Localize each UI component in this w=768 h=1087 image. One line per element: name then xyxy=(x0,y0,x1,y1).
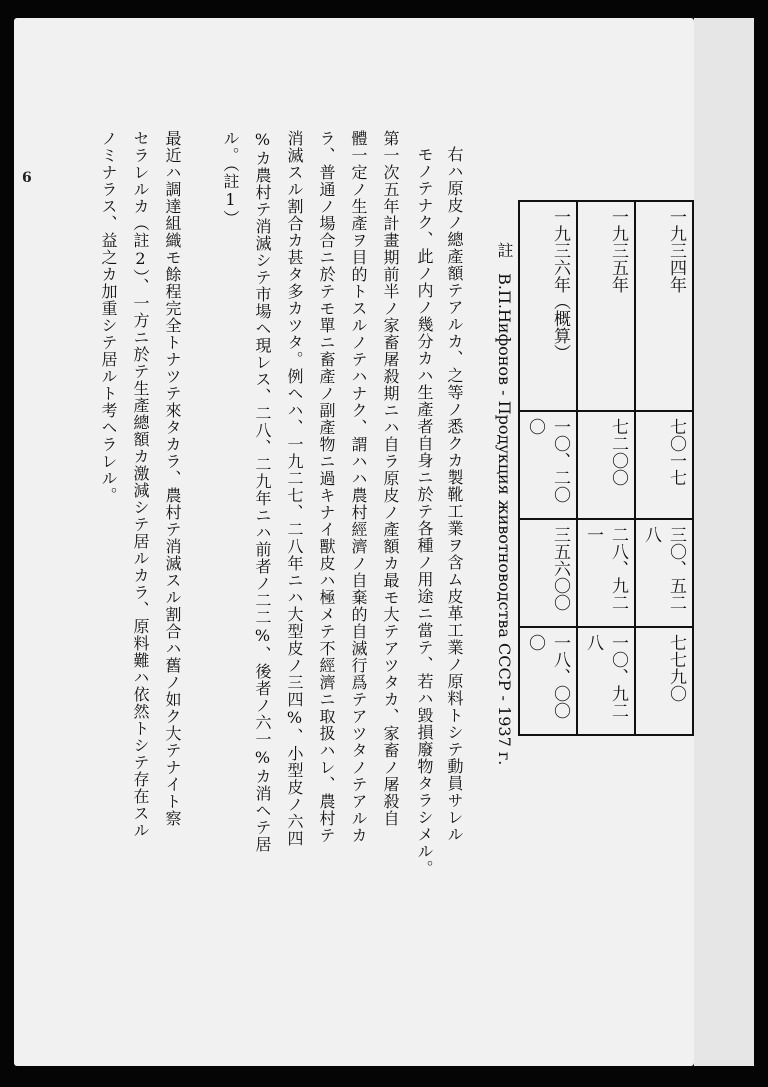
body-line: 體一定ノ生產ヲ目的トスルノテハナク、謂ハハ農村經濟ノ自棄的自滅行爲テアツタノテアルカ xyxy=(349,130,368,844)
table-cell: 三五六〇〇 xyxy=(519,519,577,627)
table-cell: 七〇一七 xyxy=(635,411,693,519)
table-cell: 一九三五年 xyxy=(577,201,635,411)
body-line: ル。（註1） xyxy=(221,130,240,227)
body-line: ラ、普通ノ場合ニ於テモ單ニ畜產ノ副產物ニ過キナイ獸皮ハ極メテ不經濟ニ取扱ハレ、農村テ xyxy=(317,130,336,844)
next-page-edge xyxy=(694,18,754,1066)
table-row xyxy=(519,519,693,627)
note-label: 註 xyxy=(495,242,514,258)
body-line: 右ハ原皮ノ總產額テアルカ、之等ノ悉クカ製靴工業ヲ含ム皮革工業ノ原料トシテ動員サレル xyxy=(445,146,464,843)
table-row xyxy=(519,201,693,411)
table-row xyxy=(519,411,693,519)
body-line: ノミナラス、益之カ加重シテ居ルト考ヘラレル。 xyxy=(99,130,118,504)
table-cell: 一〇、二〇〇 xyxy=(519,411,577,519)
body-line: 消滅スル割合カ甚タ多カツタ。例ヘハ、一九二七、二八年ニハ大型皮ノ三四%、小型皮ノ六四 xyxy=(285,130,304,847)
table-cell: 一九三六年（概算） xyxy=(519,201,577,411)
body-line: %カ農村テ消滅シテ市場ヘ現レス、二八、二九年ニハ前者ノ二二%、後者ノ六一%カ消ヘテ居 xyxy=(253,130,272,853)
page-number: 6 xyxy=(22,170,32,186)
table-cell: 二八、九二一 xyxy=(577,519,635,627)
note-source: В.П.Нифонов - Продукция животноводства СССР - 1937 г. xyxy=(495,273,514,766)
body-line: モノテナク、此ノ内ノ幾分カハ生產者自身ニ於テ各種ノ用途ニ當テ、若ハ毀損廢物タラシメル。 xyxy=(415,146,434,877)
table-cell: 七七九〇 xyxy=(635,627,693,735)
table-cell: 七二〇〇 xyxy=(577,411,635,519)
table-source-note xyxy=(490,242,518,765)
body-line: 最近ハ調達組織モ餘程完全トナツテ來タカラ、農村テ消滅スル割合ハ舊ノ如ク大テナイト察 xyxy=(163,130,182,827)
body-line: セラレルカ（註2）、一方ニ於テ生產總額カ激減シテ居ルカラ、原料難ハ依然トシテ存在スル xyxy=(131,130,150,839)
table-cell: 三〇、五二八 xyxy=(635,519,693,627)
body-line: 第一次五年計畫期前半ノ家畜屠殺期ニハ自ラ原皮ノ產額カ最モ大テアツタカ、家畜ノ屠殺自 xyxy=(381,130,400,827)
statistics-table xyxy=(518,200,694,736)
table-cell: 一〇、九二八 xyxy=(577,627,635,735)
document-page xyxy=(14,18,694,1066)
table-cell: 一九三四年 xyxy=(635,201,693,411)
table-cell: 一八、〇〇〇 xyxy=(519,627,577,735)
table-row xyxy=(519,627,693,735)
